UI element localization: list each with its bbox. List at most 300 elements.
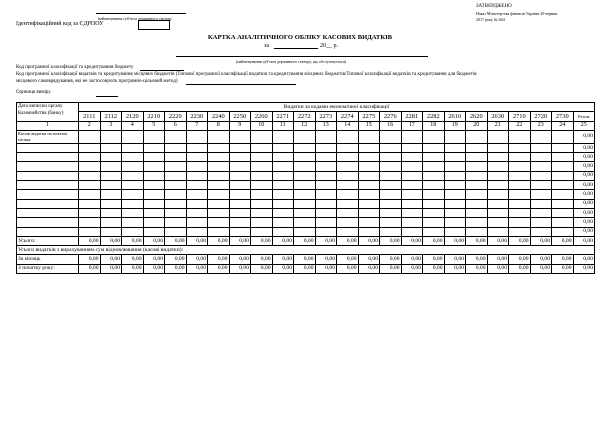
value-cell[interactable] xyxy=(272,199,294,208)
edrpou-field[interactable] xyxy=(138,20,170,30)
value-cell[interactable] xyxy=(229,130,251,143)
value-cell[interactable] xyxy=(208,130,230,143)
value-cell[interactable] xyxy=(423,143,445,152)
value-cell[interactable] xyxy=(444,199,466,208)
value-cell[interactable] xyxy=(79,227,101,236)
value-cell[interactable] xyxy=(294,130,316,143)
value-cell[interactable] xyxy=(337,130,359,143)
date-cell[interactable] xyxy=(17,227,79,236)
value-cell[interactable] xyxy=(272,153,294,162)
value-cell[interactable] xyxy=(530,153,552,162)
value-cell[interactable] xyxy=(272,208,294,217)
value-cell[interactable] xyxy=(530,162,552,171)
value-cell[interactable] xyxy=(143,130,165,143)
value-cell[interactable] xyxy=(401,208,423,217)
value-cell[interactable] xyxy=(423,208,445,217)
value-cell[interactable] xyxy=(186,130,208,143)
zero-cell: 0,00 xyxy=(401,264,423,273)
value-cell[interactable] xyxy=(380,171,402,180)
value-cell[interactable] xyxy=(358,199,380,208)
value-cell[interactable] xyxy=(165,130,187,143)
value-cell[interactable] xyxy=(229,171,251,180)
value-cell[interactable] xyxy=(165,199,187,208)
value-cell[interactable] xyxy=(186,153,208,162)
value-cell[interactable] xyxy=(100,208,122,217)
value-cell[interactable] xyxy=(337,208,359,217)
value-cell[interactable] xyxy=(487,153,509,162)
value-cell[interactable] xyxy=(509,153,531,162)
value-cell[interactable] xyxy=(509,181,531,190)
value-cell[interactable] xyxy=(272,130,294,143)
value-cell[interactable] xyxy=(122,130,144,143)
value-cell[interactable] xyxy=(530,143,552,152)
value-cell[interactable] xyxy=(122,227,144,236)
value-cell[interactable] xyxy=(552,218,574,227)
value-cell[interactable] xyxy=(466,190,488,199)
date-cell[interactable] xyxy=(17,218,79,227)
value-cell[interactable] xyxy=(208,171,230,180)
value-cell[interactable] xyxy=(143,218,165,227)
value-cell[interactable] xyxy=(423,162,445,171)
value-cell[interactable] xyxy=(272,171,294,180)
zero-cell: 0,00 xyxy=(294,236,316,245)
value-cell[interactable] xyxy=(122,199,144,208)
value-cell[interactable] xyxy=(315,143,337,152)
value-cell[interactable] xyxy=(122,153,144,162)
value-cell[interactable] xyxy=(444,162,466,171)
value-cell[interactable] xyxy=(444,153,466,162)
value-cell[interactable] xyxy=(272,227,294,236)
value-cell[interactable] xyxy=(509,190,531,199)
value-cell[interactable] xyxy=(294,143,316,152)
value-cell[interactable] xyxy=(380,130,402,143)
value-cell[interactable] xyxy=(423,171,445,180)
value-cell[interactable] xyxy=(165,162,187,171)
value-cell[interactable] xyxy=(79,208,101,217)
value-cell[interactable] xyxy=(358,171,380,180)
value-cell[interactable] xyxy=(294,218,316,227)
value-cell[interactable] xyxy=(401,171,423,180)
value-cell[interactable] xyxy=(444,143,466,152)
value-cell[interactable] xyxy=(315,190,337,199)
column-index: 24 xyxy=(552,121,574,130)
value-cell[interactable] xyxy=(229,199,251,208)
value-cell[interactable] xyxy=(337,162,359,171)
value-cell[interactable] xyxy=(337,153,359,162)
value-cell[interactable] xyxy=(423,190,445,199)
value-cell[interactable] xyxy=(229,208,251,217)
value-cell[interactable] xyxy=(79,171,101,180)
value-cell[interactable] xyxy=(509,143,531,152)
value-cell[interactable] xyxy=(165,218,187,227)
value-cell[interactable] xyxy=(380,218,402,227)
value-cell[interactable] xyxy=(143,143,165,152)
column-index: 20 xyxy=(466,121,488,130)
value-cell[interactable] xyxy=(100,143,122,152)
column-index: 11 xyxy=(272,121,294,130)
value-cell[interactable] xyxy=(208,181,230,190)
value-cell[interactable] xyxy=(143,190,165,199)
value-cell[interactable] xyxy=(487,199,509,208)
value-cell[interactable] xyxy=(401,227,423,236)
value-cell[interactable] xyxy=(380,162,402,171)
value-cell[interactable] xyxy=(358,181,380,190)
data-row xyxy=(17,190,595,199)
value-cell[interactable] xyxy=(337,181,359,190)
value-cell[interactable] xyxy=(143,181,165,190)
value-cell[interactable] xyxy=(530,181,552,190)
value-cell[interactable] xyxy=(143,153,165,162)
date-cell[interactable] xyxy=(17,171,79,180)
value-cell[interactable] xyxy=(79,199,101,208)
value-cell[interactable] xyxy=(315,227,337,236)
value-cell[interactable] xyxy=(272,143,294,152)
value-cell[interactable] xyxy=(487,171,509,180)
value-cell[interactable] xyxy=(294,153,316,162)
value-cell[interactable] xyxy=(444,218,466,227)
value-cell[interactable] xyxy=(100,181,122,190)
value-cell[interactable] xyxy=(487,218,509,227)
zero-cell: 0,00 xyxy=(509,236,531,245)
value-cell[interactable] xyxy=(165,153,187,162)
zero-cell: 0,00 xyxy=(401,255,423,264)
value-cell[interactable] xyxy=(122,181,144,190)
value-cell[interactable] xyxy=(272,162,294,171)
value-cell[interactable] xyxy=(100,218,122,227)
value-cell[interactable] xyxy=(315,199,337,208)
value-cell[interactable] xyxy=(79,190,101,199)
value-cell[interactable] xyxy=(294,227,316,236)
value-cell[interactable] xyxy=(337,218,359,227)
ytd-row xyxy=(17,264,595,273)
value-cell[interactable] xyxy=(186,208,208,217)
value-cell[interactable] xyxy=(122,143,144,152)
date-cell[interactable] xyxy=(17,199,79,208)
value-cell[interactable] xyxy=(466,171,488,180)
value-cell[interactable] xyxy=(380,143,402,152)
zero-cell: 0,00 xyxy=(487,264,509,273)
entity-name-line[interactable] xyxy=(96,13,186,14)
value-cell[interactable] xyxy=(552,153,574,162)
value-cell[interactable] xyxy=(79,181,101,190)
value-cell[interactable] xyxy=(444,227,466,236)
value-cell[interactable] xyxy=(165,171,187,180)
value-cell[interactable] xyxy=(229,218,251,227)
value-cell[interactable] xyxy=(401,130,423,143)
value-cell[interactable] xyxy=(380,208,402,217)
value-cell[interactable] xyxy=(272,181,294,190)
value-cell[interactable] xyxy=(100,227,122,236)
value-cell[interactable] xyxy=(229,227,251,236)
value-cell[interactable] xyxy=(315,181,337,190)
value-cell[interactable] xyxy=(100,162,122,171)
date-field[interactable] xyxy=(274,48,318,49)
value-cell[interactable] xyxy=(272,218,294,227)
value-cell[interactable] xyxy=(509,171,531,180)
value-cell[interactable] xyxy=(251,143,273,152)
value-cell[interactable] xyxy=(208,143,230,152)
value-cell[interactable] xyxy=(552,171,574,180)
value-cell[interactable] xyxy=(466,153,488,162)
date-cell[interactable] xyxy=(17,143,79,152)
value-cell[interactable] xyxy=(208,153,230,162)
value-cell[interactable] xyxy=(122,218,144,227)
value-cell[interactable] xyxy=(294,190,316,199)
value-cell[interactable] xyxy=(423,227,445,236)
value-cell[interactable] xyxy=(509,162,531,171)
value-cell[interactable] xyxy=(79,162,101,171)
value-cell[interactable] xyxy=(487,143,509,152)
value-cell[interactable] xyxy=(444,190,466,199)
value-cell[interactable] xyxy=(466,143,488,152)
value-cell[interactable] xyxy=(552,227,574,236)
value-cell[interactable] xyxy=(358,218,380,227)
value-cell[interactable] xyxy=(79,153,101,162)
value-cell[interactable] xyxy=(358,227,380,236)
value-cell[interactable] xyxy=(552,181,574,190)
value-cell[interactable] xyxy=(401,218,423,227)
value-cell[interactable] xyxy=(509,199,531,208)
value-cell[interactable] xyxy=(552,162,574,171)
value-cell[interactable] xyxy=(423,218,445,227)
value-cell[interactable] xyxy=(380,227,402,236)
value-cell[interactable] xyxy=(165,181,187,190)
data-row xyxy=(17,162,595,171)
program-code-field[interactable] xyxy=(140,70,184,71)
value-cell[interactable] xyxy=(509,130,531,143)
value-cell[interactable] xyxy=(530,130,552,143)
value-cell[interactable] xyxy=(143,171,165,180)
value-cell[interactable] xyxy=(251,208,273,217)
value-cell[interactable] xyxy=(315,208,337,217)
value-cell[interactable] xyxy=(466,162,488,171)
zero-cell: 0,00 xyxy=(444,255,466,264)
value-cell[interactable] xyxy=(143,199,165,208)
value-cell[interactable] xyxy=(358,162,380,171)
value-cell[interactable] xyxy=(294,199,316,208)
value-cell[interactable] xyxy=(423,153,445,162)
zero-cell: 0,00 xyxy=(487,255,509,264)
value-cell[interactable] xyxy=(552,190,574,199)
value-cell[interactable] xyxy=(423,199,445,208)
column-index: 18 xyxy=(423,121,445,130)
zero-cell: 0,00 xyxy=(79,236,101,245)
value-cell[interactable] xyxy=(315,162,337,171)
value-cell[interactable] xyxy=(401,143,423,152)
value-cell[interactable] xyxy=(466,227,488,236)
value-cell[interactable] xyxy=(186,199,208,208)
value-cell[interactable] xyxy=(444,208,466,217)
value-cell[interactable] xyxy=(122,171,144,180)
value-cell[interactable] xyxy=(444,181,466,190)
value-cell[interactable] xyxy=(552,199,574,208)
value-cell[interactable] xyxy=(100,153,122,162)
value-cell[interactable] xyxy=(337,143,359,152)
value-cell[interactable] xyxy=(294,181,316,190)
value-cell[interactable] xyxy=(100,130,122,143)
value-cell[interactable] xyxy=(272,190,294,199)
value-cell[interactable] xyxy=(337,199,359,208)
code-2282: 2282 xyxy=(423,112,445,121)
value-cell[interactable] xyxy=(122,162,144,171)
zero-cell: 0,00 xyxy=(165,255,187,264)
value-cell[interactable] xyxy=(122,190,144,199)
value-cell[interactable] xyxy=(315,218,337,227)
value-cell[interactable] xyxy=(530,199,552,208)
value-cell[interactable] xyxy=(229,162,251,171)
date-cell[interactable] xyxy=(17,153,79,162)
local-code-field[interactable] xyxy=(186,84,296,85)
value-cell[interactable] xyxy=(186,181,208,190)
value-cell[interactable] xyxy=(509,227,531,236)
value-cell[interactable] xyxy=(358,153,380,162)
value-cell[interactable] xyxy=(380,190,402,199)
approval-date-line: 2017 року № 604 xyxy=(476,17,505,22)
value-cell[interactable] xyxy=(401,162,423,171)
value-cell[interactable] xyxy=(444,171,466,180)
value-cell[interactable] xyxy=(509,208,531,217)
value-cell[interactable] xyxy=(229,190,251,199)
date-cell[interactable] xyxy=(17,208,79,217)
value-cell[interactable] xyxy=(530,171,552,180)
value-cell[interactable] xyxy=(186,162,208,171)
value-cell[interactable] xyxy=(444,130,466,143)
zero-cell: 0,00 xyxy=(530,264,552,273)
value-cell[interactable] xyxy=(358,190,380,199)
zero-cell: 0,00 xyxy=(186,255,208,264)
value-cell[interactable] xyxy=(143,208,165,217)
value-cell[interactable] xyxy=(337,171,359,180)
value-cell[interactable] xyxy=(466,181,488,190)
value-cell[interactable] xyxy=(423,181,445,190)
value-cell[interactable] xyxy=(337,227,359,236)
value-cell[interactable] xyxy=(229,153,251,162)
value-cell[interactable] xyxy=(208,162,230,171)
value-cell[interactable] xyxy=(337,190,359,199)
value-cell[interactable] xyxy=(251,153,273,162)
value-cell[interactable] xyxy=(251,181,273,190)
date-cell[interactable] xyxy=(17,162,79,171)
serviced-entity-line[interactable] xyxy=(176,56,428,57)
value-cell[interactable] xyxy=(165,208,187,217)
value-cell[interactable] xyxy=(358,208,380,217)
value-cell[interactable] xyxy=(100,171,122,180)
zero-cell: 0,00 xyxy=(509,264,531,273)
value-cell[interactable] xyxy=(487,130,509,143)
value-cell[interactable] xyxy=(552,143,574,152)
value-cell[interactable] xyxy=(79,218,101,227)
value-cell[interactable] xyxy=(401,153,423,162)
value-cell[interactable] xyxy=(100,190,122,199)
column-index: 3 xyxy=(100,121,122,130)
zero-cell: 0,00 xyxy=(466,255,488,264)
value-cell[interactable] xyxy=(466,199,488,208)
value-cell[interactable] xyxy=(487,208,509,217)
date-cell[interactable] xyxy=(17,181,79,190)
value-cell[interactable] xyxy=(487,162,509,171)
value-cell[interactable] xyxy=(487,227,509,236)
value-cell[interactable] xyxy=(487,181,509,190)
value-cell[interactable] xyxy=(251,218,273,227)
value-cell[interactable] xyxy=(552,208,574,217)
value-cell[interactable] xyxy=(251,162,273,171)
value-cell[interactable] xyxy=(530,227,552,236)
value-cell[interactable] xyxy=(552,130,574,143)
value-cell[interactable] xyxy=(251,171,273,180)
value-cell[interactable] xyxy=(401,190,423,199)
value-cell[interactable] xyxy=(229,143,251,152)
value-cell[interactable] xyxy=(466,208,488,217)
unit-field[interactable] xyxy=(96,96,118,97)
value-cell[interactable] xyxy=(251,199,273,208)
value-cell[interactable] xyxy=(530,218,552,227)
value-cell[interactable] xyxy=(358,130,380,143)
value-cell[interactable] xyxy=(186,143,208,152)
value-cell[interactable] xyxy=(79,143,101,152)
zero-cell: 0,00 xyxy=(251,255,273,264)
date-cell[interactable] xyxy=(17,190,79,199)
value-cell[interactable] xyxy=(294,171,316,180)
value-cell[interactable] xyxy=(186,227,208,236)
value-cell[interactable] xyxy=(165,190,187,199)
value-cell[interactable] xyxy=(208,190,230,199)
value-cell[interactable] xyxy=(122,208,144,217)
value-cell[interactable] xyxy=(143,162,165,171)
value-cell[interactable] xyxy=(186,171,208,180)
column-index: 25 xyxy=(573,121,595,130)
value-cell[interactable] xyxy=(251,130,273,143)
zero-cell: 0,00 xyxy=(444,264,466,273)
value-cell[interactable] xyxy=(509,218,531,227)
data-row xyxy=(17,218,595,227)
value-cell[interactable] xyxy=(315,153,337,162)
value-cell[interactable] xyxy=(208,218,230,227)
value-cell[interactable] xyxy=(208,199,230,208)
value-cell[interactable] xyxy=(380,181,402,190)
value-cell[interactable] xyxy=(79,130,101,143)
value-cell[interactable] xyxy=(165,227,187,236)
value-cell[interactable] xyxy=(251,227,273,236)
value-cell[interactable] xyxy=(186,190,208,199)
row-total-cell: 0,00 xyxy=(573,171,595,180)
value-cell[interactable] xyxy=(401,199,423,208)
value-cell[interactable] xyxy=(466,218,488,227)
value-cell[interactable] xyxy=(100,199,122,208)
value-cell[interactable] xyxy=(251,190,273,199)
value-cell[interactable] xyxy=(380,199,402,208)
column-index: 22 xyxy=(509,121,531,130)
value-cell[interactable] xyxy=(401,181,423,190)
value-cell[interactable] xyxy=(208,227,230,236)
value-cell[interactable] xyxy=(186,218,208,227)
value-cell[interactable] xyxy=(423,130,445,143)
value-cell[interactable] xyxy=(315,171,337,180)
value-cell[interactable] xyxy=(143,227,165,236)
value-cell[interactable] xyxy=(294,208,316,217)
value-cell[interactable] xyxy=(530,208,552,217)
code-2710: 2710 xyxy=(509,112,531,121)
value-cell[interactable] xyxy=(380,153,402,162)
value-cell[interactable] xyxy=(487,190,509,199)
value-cell[interactable] xyxy=(165,143,187,152)
value-cell[interactable] xyxy=(208,208,230,217)
value-cell[interactable] xyxy=(315,130,337,143)
value-cell[interactable] xyxy=(358,143,380,152)
value-cell[interactable] xyxy=(229,181,251,190)
value-cell[interactable] xyxy=(466,130,488,143)
value-cell[interactable] xyxy=(294,162,316,171)
value-cell[interactable] xyxy=(530,190,552,199)
